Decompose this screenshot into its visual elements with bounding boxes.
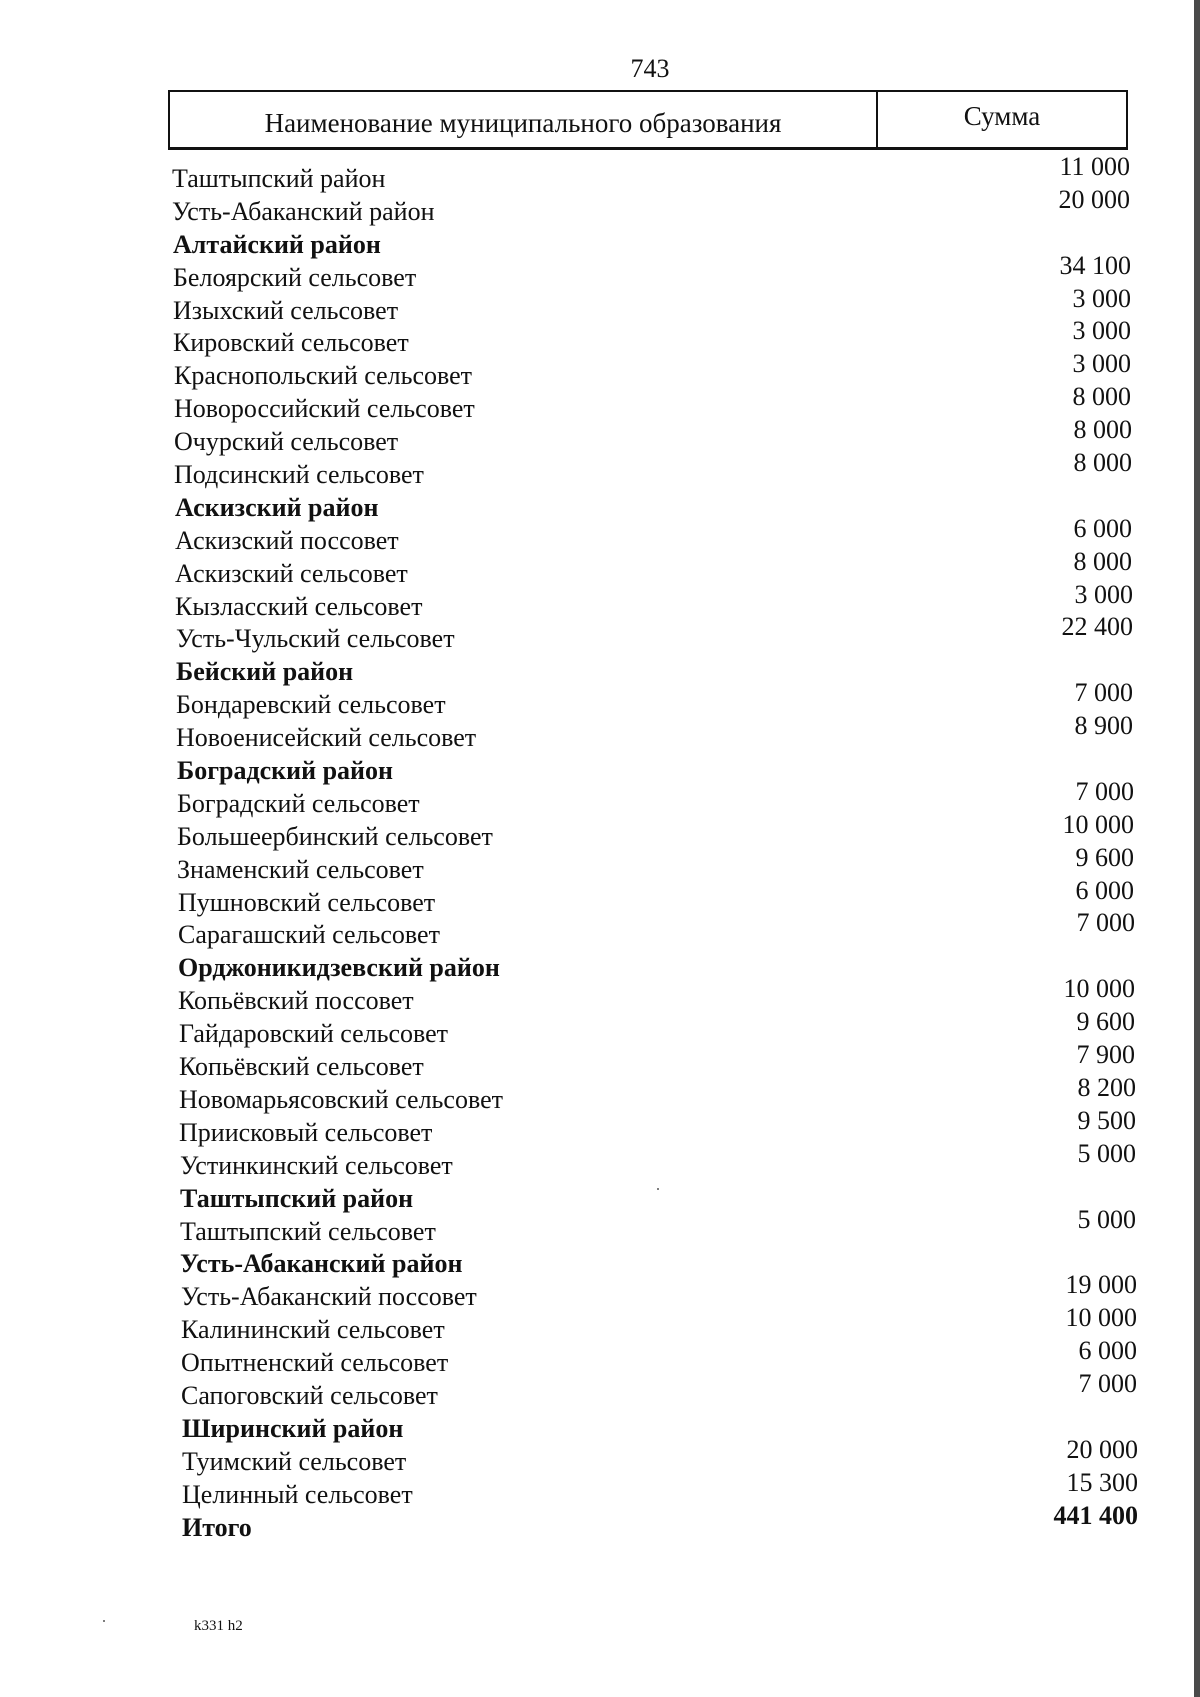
row-amount: 10 000 xyxy=(1065,1303,1137,1333)
table-row xyxy=(0,382,1200,427)
row-name: Таштыпский район xyxy=(180,1183,414,1213)
row-amount: 15 300 xyxy=(1066,1467,1138,1497)
row-name: Приисковый сельсовет xyxy=(179,1117,433,1147)
table-row xyxy=(0,1138,1200,1184)
table-row-group-header xyxy=(0,230,1200,263)
row-amount: 10 000 xyxy=(1063,974,1135,1004)
row-amount: 441 400 xyxy=(1053,1500,1138,1530)
row-name: Гайдаровский сельсовет xyxy=(179,1019,449,1049)
row-amount: 9 500 xyxy=(1077,1105,1136,1135)
table-row-group-header xyxy=(0,1184,1200,1217)
row-name: Кызласский сельсовет xyxy=(175,591,423,621)
row-name: Орджоникидзевский район xyxy=(178,953,500,983)
row-name: Туимский сельсовет xyxy=(182,1446,407,1476)
row-amount: 8 000 xyxy=(1073,448,1132,478)
table-row xyxy=(0,1434,1200,1480)
header-name-column: Наименование муниципального образования xyxy=(170,92,878,147)
table-row xyxy=(0,908,1200,953)
row-amount: 5 000 xyxy=(1077,1138,1136,1168)
row-name: Новороссийский сельсовет xyxy=(174,394,475,424)
row-amount: 3 000 xyxy=(1072,283,1131,313)
row-name: Кировский сельсовет xyxy=(173,328,409,358)
header-sum-column: Сумма xyxy=(963,101,1041,131)
row-name: Бондаревский сельсовет xyxy=(176,690,446,720)
row-name: Алтайский район xyxy=(173,229,381,259)
row-amount: 8 900 xyxy=(1074,711,1133,741)
table-row xyxy=(0,974,1200,1019)
row-name: Бейский район xyxy=(176,657,354,687)
table-row-group-header xyxy=(0,953,1200,986)
table-row xyxy=(0,1303,1200,1348)
row-name: Копьёвский поссовет xyxy=(178,986,414,1016)
row-amount: 20 000 xyxy=(1066,1434,1138,1464)
row-name: Новомарьясовский сельсовет xyxy=(179,1084,503,1114)
row-amount: 20 000 xyxy=(1058,184,1130,214)
table-row xyxy=(0,415,1200,460)
row-amount: 11 000 xyxy=(1059,152,1130,181)
row-name: Знаменский сельсовет xyxy=(177,854,424,884)
table-row xyxy=(0,1204,1200,1250)
row-amount: 22 400 xyxy=(1061,612,1133,642)
row-name: Аскизский сельсовет xyxy=(175,558,408,588)
row-amount: 8 000 xyxy=(1073,415,1132,445)
row-amount: 9 600 xyxy=(1075,842,1134,872)
table-row xyxy=(0,579,1200,625)
table-row xyxy=(0,349,1200,394)
table-row xyxy=(0,1270,1200,1315)
table-row xyxy=(0,612,1200,657)
scan-speck xyxy=(657,1188,659,1190)
table-row xyxy=(0,1072,1200,1118)
row-name: Белоярский сельсовет xyxy=(173,262,417,292)
row-amount: 8 000 xyxy=(1073,546,1132,576)
table-row xyxy=(0,513,1200,559)
row-amount: 3 000 xyxy=(1072,316,1131,346)
row-name: Калининский сельсовет xyxy=(181,1315,445,1345)
table-row xyxy=(0,250,1200,296)
row-amount: 6 000 xyxy=(1073,513,1132,543)
table-row-group-header xyxy=(0,1414,1200,1447)
table-row xyxy=(0,283,1200,329)
row-name: Новоенисейский сельсовет xyxy=(176,723,477,753)
row-amount: 9 600 xyxy=(1076,1007,1135,1037)
row-name: Изыхский сельсовет xyxy=(173,295,399,325)
table-row xyxy=(0,809,1200,855)
row-name: Итого xyxy=(182,1512,252,1542)
table-row xyxy=(0,875,1200,921)
row-name: Сапоговский сельсовет xyxy=(181,1380,438,1410)
row-name: Ширинский район xyxy=(182,1413,404,1443)
row-name: Опытненский сельсовет xyxy=(181,1348,449,1378)
scan-speck xyxy=(103,1620,105,1622)
row-name: Копьёвский сельсовет xyxy=(179,1052,424,1082)
row-amount: 7 000 xyxy=(1078,1368,1137,1398)
row-name: Усть-Абаканский поссовет xyxy=(181,1282,477,1312)
row-amount: 8 200 xyxy=(1077,1072,1136,1102)
table-row-group-header xyxy=(0,1249,1200,1282)
table-row xyxy=(0,152,1200,197)
row-amount: 7 000 xyxy=(1075,776,1134,806)
row-amount: 6 000 xyxy=(1075,875,1134,905)
table-row xyxy=(0,1007,1200,1052)
table-row-group-header xyxy=(0,657,1200,690)
row-amount: 3 000 xyxy=(1074,579,1133,609)
row-name: Пушновский сельсовет xyxy=(178,887,436,917)
row-amount: 7 900 xyxy=(1076,1040,1135,1070)
row-name: Таштыпский сельсовет xyxy=(180,1216,436,1246)
table-row xyxy=(0,1368,1200,1414)
row-amount: 8 000 xyxy=(1072,382,1131,412)
row-amount: 3 000 xyxy=(1072,349,1131,379)
row-name: Подсинский сельсовет xyxy=(174,460,424,490)
row-name: Боградский район xyxy=(177,756,394,786)
table-row xyxy=(0,678,1200,723)
table-row xyxy=(0,184,1200,230)
table-row xyxy=(0,1467,1200,1513)
table-row xyxy=(0,842,1200,888)
table-row-group-header xyxy=(0,756,1200,789)
row-name: Устинкинский сельсовет xyxy=(180,1150,453,1180)
row-name: Аскизский поссовет xyxy=(175,525,399,555)
row-amount: 6 000 xyxy=(1078,1336,1137,1366)
table-body xyxy=(0,152,1200,1545)
row-name: Сарагашский сельсовет xyxy=(178,920,440,950)
row-amount: 10 000 xyxy=(1062,809,1134,839)
table-row xyxy=(0,1105,1200,1151)
row-name: Большеербинский сельсовет xyxy=(177,821,493,851)
row-name: Краснопольский сельсовет xyxy=(174,361,473,391)
row-name: Целинный сельсовет xyxy=(182,1479,413,1509)
row-name: Усть-Абаканский район xyxy=(180,1249,463,1279)
row-amount: 5 000 xyxy=(1077,1204,1136,1234)
table-row xyxy=(0,776,1200,822)
row-amount: 7 000 xyxy=(1076,908,1135,938)
row-name: Аскизский район xyxy=(175,492,379,522)
table-row xyxy=(0,448,1200,493)
table-header xyxy=(168,90,1128,150)
footer-code: k331 h2 xyxy=(194,1618,243,1634)
row-name: Боградский сельсовет xyxy=(177,788,420,818)
row-name: Очурский сельсовет xyxy=(174,427,399,457)
page-number: 743 xyxy=(630,54,670,83)
table-row xyxy=(0,546,1200,592)
row-amount: 34 100 xyxy=(1059,250,1131,280)
table-row-group-header xyxy=(0,1500,1200,1546)
table-row xyxy=(0,711,1200,756)
table-row xyxy=(0,1336,1200,1381)
table-row xyxy=(0,1040,1200,1085)
table-row-group-header xyxy=(0,493,1200,526)
row-name: Усть-Абаканский район xyxy=(172,196,435,226)
row-name: Усть-Чульский сельсовет xyxy=(176,624,455,654)
table-row xyxy=(0,316,1200,361)
row-amount: 7 000 xyxy=(1074,678,1133,708)
row-amount: 19 000 xyxy=(1065,1270,1137,1300)
row-name: Таштыпский район xyxy=(172,164,386,193)
